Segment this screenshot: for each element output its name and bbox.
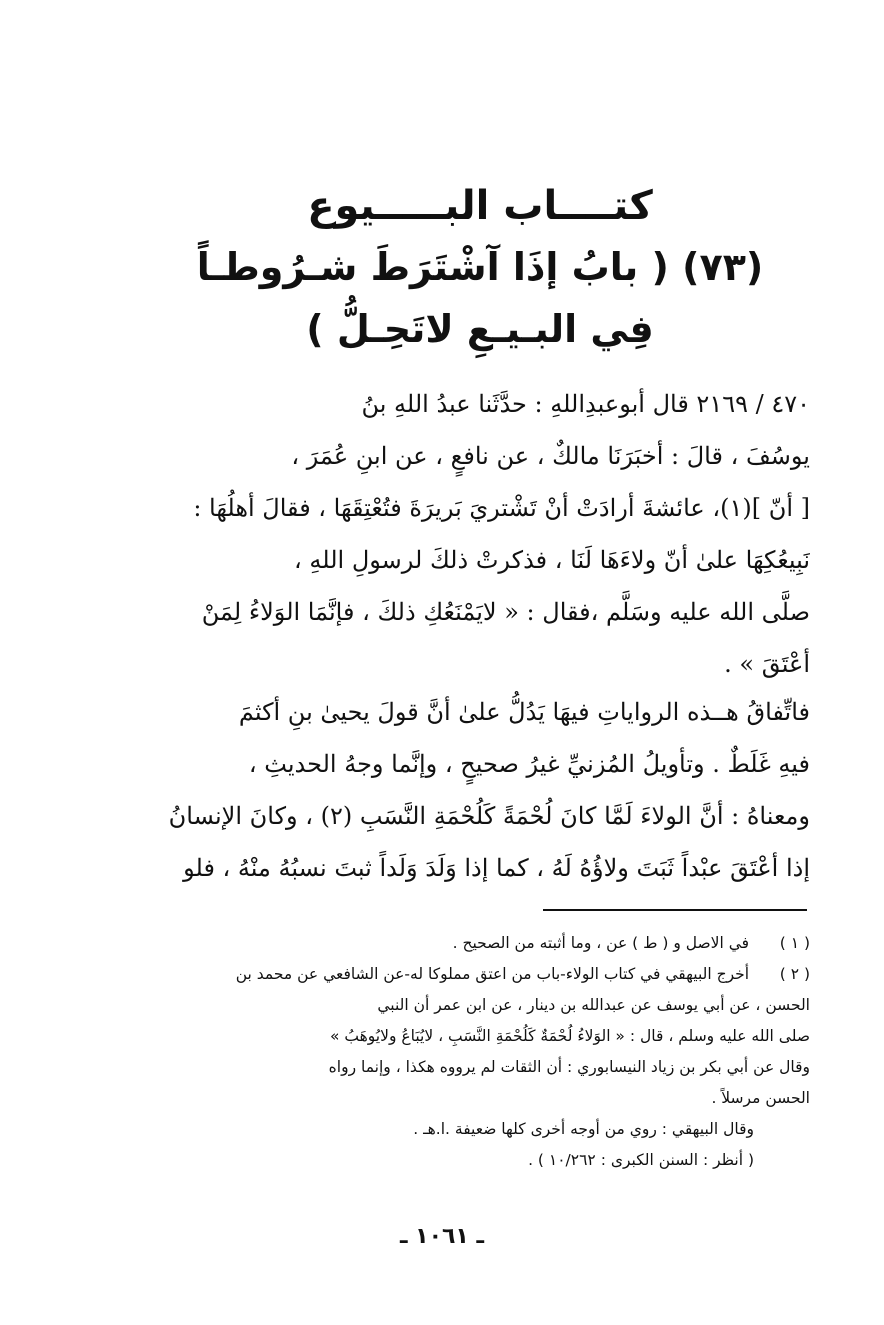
footnote-text: أخرج البيهقي في كتاب الولاء-باب من اعتق مملوكا له-عن الشافعي عن محمد بن [235,965,750,983]
text-line: فاتِّفاقُ هــذه الرواياتِ فيهَا يَدُلُّ علىٰ أنَّ قولَ يحيىٰ بنِ أكثمَ [238,698,810,726]
chapter-title-line-1: (٧٣) ( بابُ إذَا آشْتَرَطَ شـرُوطـاً [196,245,764,289]
footnote-line: وقال عن أبي بكر بن زياد النيسابوري : أن الثقات لم يرووه هكذا ، وإنما رواه [328,1058,810,1076]
footnotes [150,928,810,1176]
text-line: [ أنّ ](١)، عائشةَ أرادَتْ أنْ تَشْتريَ بَريرَةَ فتُعْتِقَهَا ، فقالَ أهلُهَا : [193,494,810,522]
footnote-line: الحسن ، عن أبي يوسف عن عبدالله بن دينار ، عن ابن عمر أن النبي [377,996,810,1014]
footnote-text: في الاصل و ( ط ) عن ، وما أثبته من الصحيح . [452,934,750,952]
commentary-paragraph [160,686,810,894]
text-line: صلَّى الله عليه وسَلَّم ،فقال : « لايَمْنَعُكِ ذلكَ ، فإنَّمَا الوَلاءُ لِمَنْ [201,598,810,626]
footnote-number: ( ٢ ) [779,965,810,983]
chapter-title-line-2: فِي البـيـعِ لاتَحِـلُّ ) [306,307,654,351]
book-title: كتــــاب البـــــيوع [307,183,653,229]
heading-block [150,178,810,358]
text-line: نَبِيعُكِهَا علىٰ أنّ ولاءَهَا لَنَا ، فذكرتْ ذلكَ لرسولِ اللهِ ، [294,546,810,574]
footnote-line: ( أنظر : السنن الكبرى : ١٠/٢٦٢ ) . [528,1151,754,1169]
footnote-line: الحسن مرسلاً . [711,1089,810,1107]
text-line: ومعناهُ : أنَّ الولاءَ لَمَّا كانَ لُحْمَةً كَلُحْمَةِ النَّسَبِ (٢) ، وكانَ الإنسانُ [168,802,810,830]
text-line: أعْتَقَ » . [724,650,810,678]
footnote-line: صلى الله عليه وسلم ، قال : « الوَلاءُ لُحْمَةٌ كَلُحْمَةِ النَّسَبِ ، لايُبَاعُ ولايُوهَبُ » [329,1027,810,1045]
text-line: فيهِ غَلَطٌ . وتأويلُ المُزنيِّ غيرُ صحيحٍ ، وإنَّما وجهُ الحديثِ ، [248,750,810,778]
footnote-number: ( ١ ) [779,934,810,952]
text-line: يوسُفَ ، قالَ : أخبَرَنَا مالكٌ ، عن نافعٍ ، عن ابنِ عُمَرَ ، [291,442,810,470]
footnote-2 [150,959,810,990]
footnote-divider [543,909,807,911]
footnote-line: وقال البيهقي : روي من أوجه أخرى كلها ضعيفة .ا.هـ . [413,1120,754,1138]
hadith-paragraph [160,378,810,690]
text-line: إذا أعْتَقَ عبْداً ثَبَتَ ولاؤُهُ لَهُ ، كما إذا وَلَدَ وَلَداً ثبتَ نسبُهُ منْهُ ، فلو [183,854,810,882]
page-number: ـ ١٠٦١ ـ [399,1224,485,1249]
footnote-1 [150,928,810,959]
text-line: ٤٧٠ / ٢١٦٩ قال أبوعبدِاللهِ : حدَّثَنا عبدُ اللهِ بنُ [361,390,810,418]
